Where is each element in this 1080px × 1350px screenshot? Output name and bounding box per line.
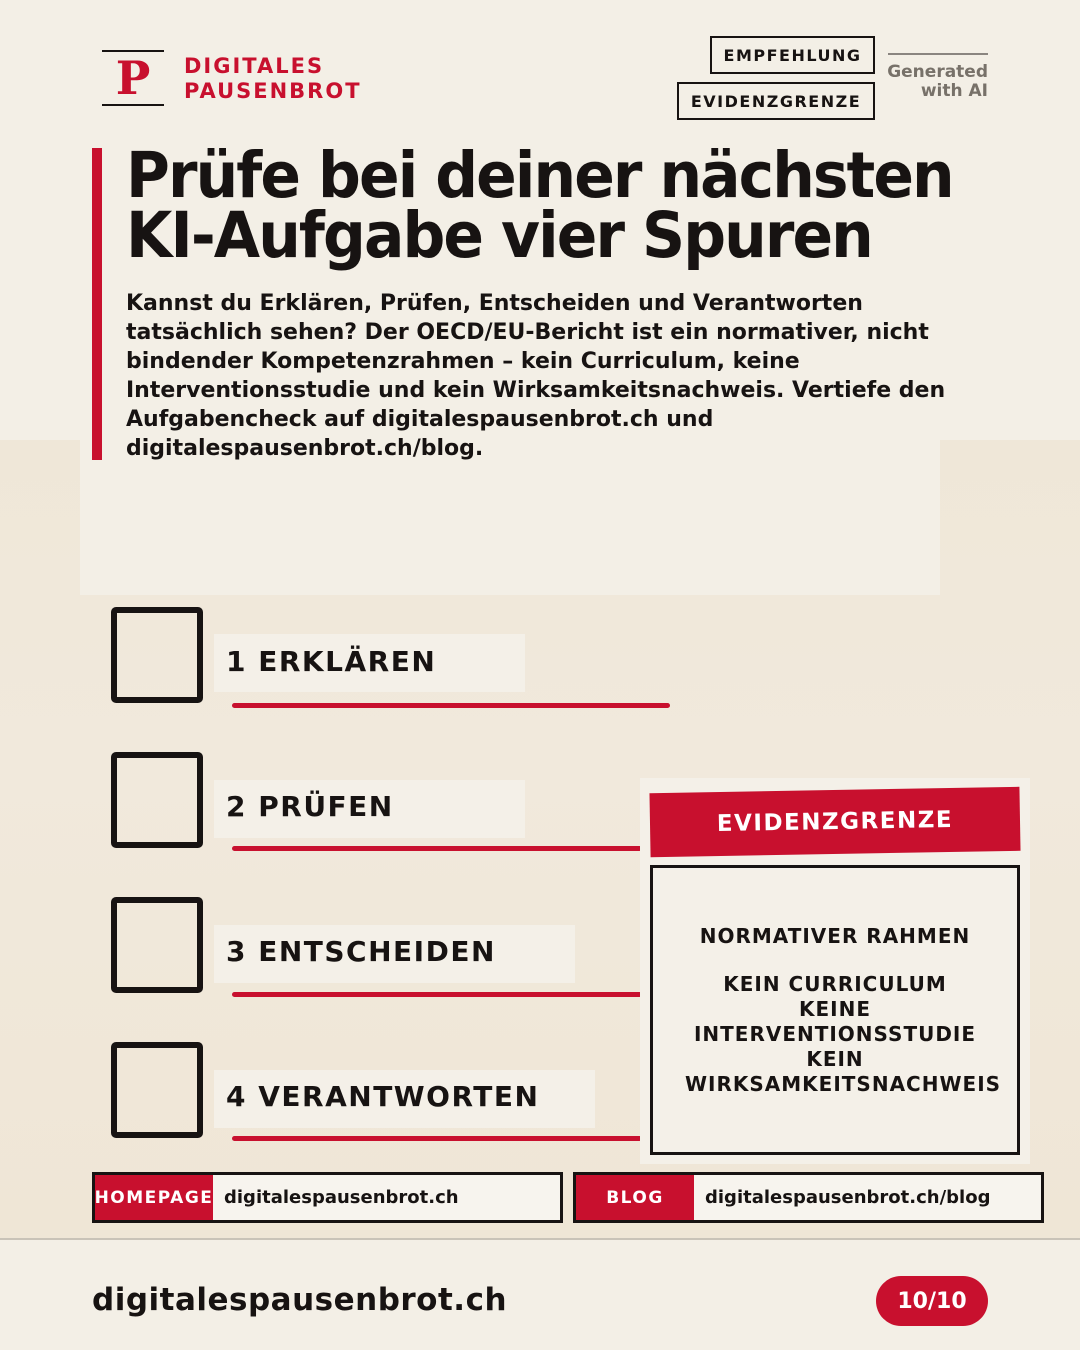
ai-label-line1: Generated	[887, 62, 988, 82]
step-label-pruefen: 2 PRÜFEN	[226, 790, 394, 823]
step-label-entscheiden: 3 ENTSCHEIDEN	[226, 935, 496, 968]
evidence-line-kein-curriculum: KEIN CURRICULUM	[723, 971, 947, 996]
brand-name	[184, 54, 362, 104]
blog-link-label: BLOG	[576, 1175, 694, 1220]
paper-patch	[80, 440, 940, 595]
headline-accent-bar	[92, 148, 102, 460]
blog-link-url: digitalespausenbrot.ch/blog	[705, 1187, 991, 1208]
headline-line2: KI-Aufgabe vier Spuren	[126, 199, 872, 272]
underline-erklaeren	[232, 703, 670, 708]
evidence-line-normativer-rahmen: NORMATIVER RAHMEN	[699, 923, 971, 948]
lead-text: Kannst du Erklären, Prüfen, Entscheiden und Verantworten tatsächlich sehen? Der OECD/EU-Bericht ist ein normativer, nicht bindender Kompetenzrahmen – kein Curriculum, keine Interventionsstudie und kein Wirksamkeitsnachweis. Vertiefe den Aufgabencheck auf digitalespausenbrot.ch und digitalespausenbrot.ch/blog.	[126, 291, 946, 461]
headline	[126, 139, 962, 272]
evidence-card-title: EVIDENZGRENZE	[649, 787, 1020, 857]
step-label-erklaeren: 1 ERKLÄREN	[226, 645, 437, 678]
homepage-link[interactable]	[92, 1172, 563, 1223]
step-label-verantworten: 4 VERANTWORTEN	[226, 1080, 540, 1113]
ai-label	[848, 63, 988, 101]
logo-mark	[102, 50, 164, 106]
page-indicator: 10/10	[876, 1276, 988, 1326]
headline-line1: Prüfe bei deiner nächsten	[126, 139, 953, 212]
brand-name-line2: PAUSENBROT	[184, 79, 362, 103]
evidence-line-kein-wirksamkeitsnachweis: KEIN WIRKSAMKEITSNACHWEIS	[685, 1046, 1002, 1096]
tag-evidenzgrenze: EVIDENZGRENZE	[677, 82, 875, 120]
evidence-line-keine-interventionsstudie: KEINE INTERVENTIONSSTUDIE	[693, 996, 977, 1046]
checkbox-verantworten[interactable]	[111, 1042, 203, 1138]
homepage-link-label: HOMEPAGE	[95, 1175, 213, 1220]
underline-pruefen	[232, 846, 642, 851]
checkbox-pruefen[interactable]	[111, 752, 203, 848]
underline-entscheiden	[232, 992, 642, 997]
evidence-card-body	[650, 865, 1020, 1155]
homepage-link-url: digitalespausenbrot.ch	[224, 1187, 459, 1208]
ai-label-line2: with AI	[920, 81, 988, 101]
underline-verantworten	[232, 1136, 642, 1141]
tag-empfehlung: EMPFEHLUNG	[710, 36, 875, 74]
footer-divider	[0, 1238, 1080, 1240]
brand-name-line1: DIGITALES	[184, 54, 325, 78]
blog-link[interactable]	[573, 1172, 1044, 1223]
logo-letter: P	[115, 51, 151, 105]
checkbox-entscheiden[interactable]	[111, 897, 203, 993]
footer-url[interactable]: digitalespausenbrot.ch	[92, 1282, 508, 1318]
checkbox-erklaeren[interactable]	[111, 607, 203, 703]
ai-label-divider	[888, 53, 988, 55]
